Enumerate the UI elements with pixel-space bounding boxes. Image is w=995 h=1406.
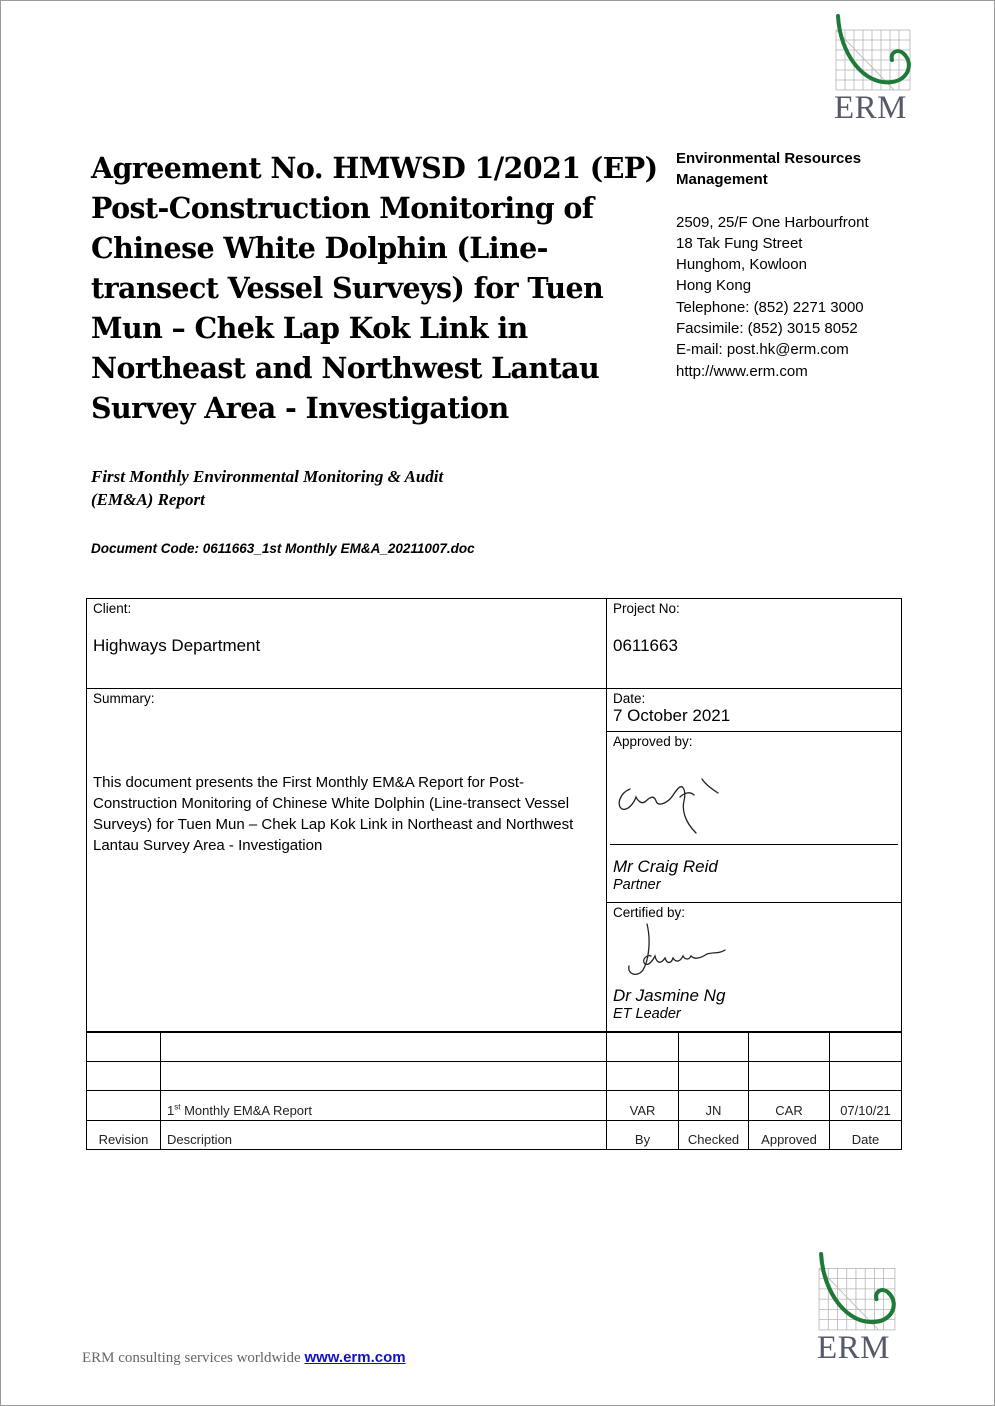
address-line: Hong Kong [676,277,752,295]
erm-logo-bottom [817,1252,899,1368]
footer-link[interactable]: www.erm.com [304,1349,406,1366]
company-name-line: Environmental Resources [676,150,862,167]
revision-by: VAR [607,1091,679,1121]
summary-cell [87,689,607,1033]
certified-label: Certified by: [613,905,686,920]
subtitle-line: (EM&A) Report [91,490,205,509]
erm-grid-leaf-icon [817,1252,899,1334]
header-date: Date [830,1120,902,1150]
summary-label: Summary: [93,691,155,706]
erm-logo-text: ERM [834,90,908,126]
email: E-mail: post.hk@erm.com [676,341,849,359]
signature-icon [612,749,742,839]
approved-block [607,732,901,903]
date-label: Date: [613,691,646,706]
address-line: 18 Tak Fung Street [676,234,803,252]
date-block [607,689,901,732]
revision-row-empty [87,1061,902,1091]
title-line: Northeast and Northwest Lantau [91,351,600,385]
approver-signature [610,749,898,845]
header-approved: Approved [749,1120,830,1150]
revision-date: 07/10/21 [830,1091,902,1121]
approver-role: Partner [613,877,661,893]
document-title [91,148,658,428]
title-line: Post-Construction Monitoring of [91,191,594,225]
revision-description [161,1091,607,1121]
client-value: Highways Department [93,636,261,655]
project-label: Project No: [613,601,680,616]
client-label: Client: [93,601,132,616]
title-line: Survey Area - Investigation [91,391,509,425]
revision-row-empty [87,1032,902,1062]
erm-logo-text: ERM [817,1330,891,1366]
signoff-cell [607,689,902,1033]
certifier-role: ET Leader [613,1006,681,1022]
revision-number [87,1091,161,1121]
address-line: Hunghom, Kowloon [676,256,807,274]
revision-ordinal-suffix: st [174,1102,181,1112]
revision-checked: JN [679,1091,749,1121]
company-address [676,148,976,382]
approver-name: Mr Craig Reid [613,857,718,876]
certifier-name: Dr Jasmine Ng [613,986,726,1005]
revision-row [87,1091,902,1121]
company-name-line: Management [676,171,768,189]
website: http://www.erm.com [676,362,808,380]
title-line: Chinese White Dolphin (Line- [91,231,548,265]
certifier-signature [607,920,901,986]
approved-label: Approved by: [613,734,693,749]
document-code: Document Code: 0611663_1st Monthly EM&A_20211007.doc [91,541,475,556]
title-line: transect Vessel Surveys) for Tuen [91,271,604,305]
date-value: 7 October 2021 [613,706,731,725]
revision-table [86,1031,902,1150]
footer-text: ERM consulting services worldwide [82,1350,305,1366]
document-info-table [86,598,902,1033]
company-name [676,148,976,191]
title-line: Mun – Chek Lap Kok Link in [91,311,528,345]
header-revision: Revision [87,1120,161,1150]
erm-logo-top [834,14,914,126]
report-subtitle [91,465,551,511]
revision-header-row [87,1120,902,1150]
certified-block [607,903,901,1031]
subtitle-line: First Monthly Environmental Monitoring & Audit [91,467,444,486]
summary-text: This document presents the First Monthly EM&A Report for Post-Construction Monitoring of Chinese White Dolphin (Line-transect Vessel Surveys) for Tuen Mun – Chek Lap Kok Link in Northeast and Northwest Lantau Survey Area - Investigation [93,774,574,854]
revision-approved: CAR [749,1091,830,1121]
header-by: By [607,1120,679,1150]
project-cell [607,599,902,689]
telephone: Telephone: (852) 2271 3000 [676,298,864,316]
address-line: 2509, 25/F One Harbourfront [676,213,869,231]
revision-ordinal: 1 [167,1102,175,1118]
title-line: Agreement No. HMWSD 1/2021 (EP) [91,151,658,185]
revision-description-text: Monthly EM&A Report [180,1102,312,1118]
signature-icon [621,920,751,986]
erm-grid-leaf-icon [834,14,914,94]
header-checked: Checked [679,1120,749,1150]
header-description: Description [161,1120,607,1150]
client-cell [87,599,607,689]
facsimile: Facsimile: (852) 3015 8052 [676,320,858,338]
footer [82,1349,406,1367]
project-value: 0611663 [613,636,678,655]
